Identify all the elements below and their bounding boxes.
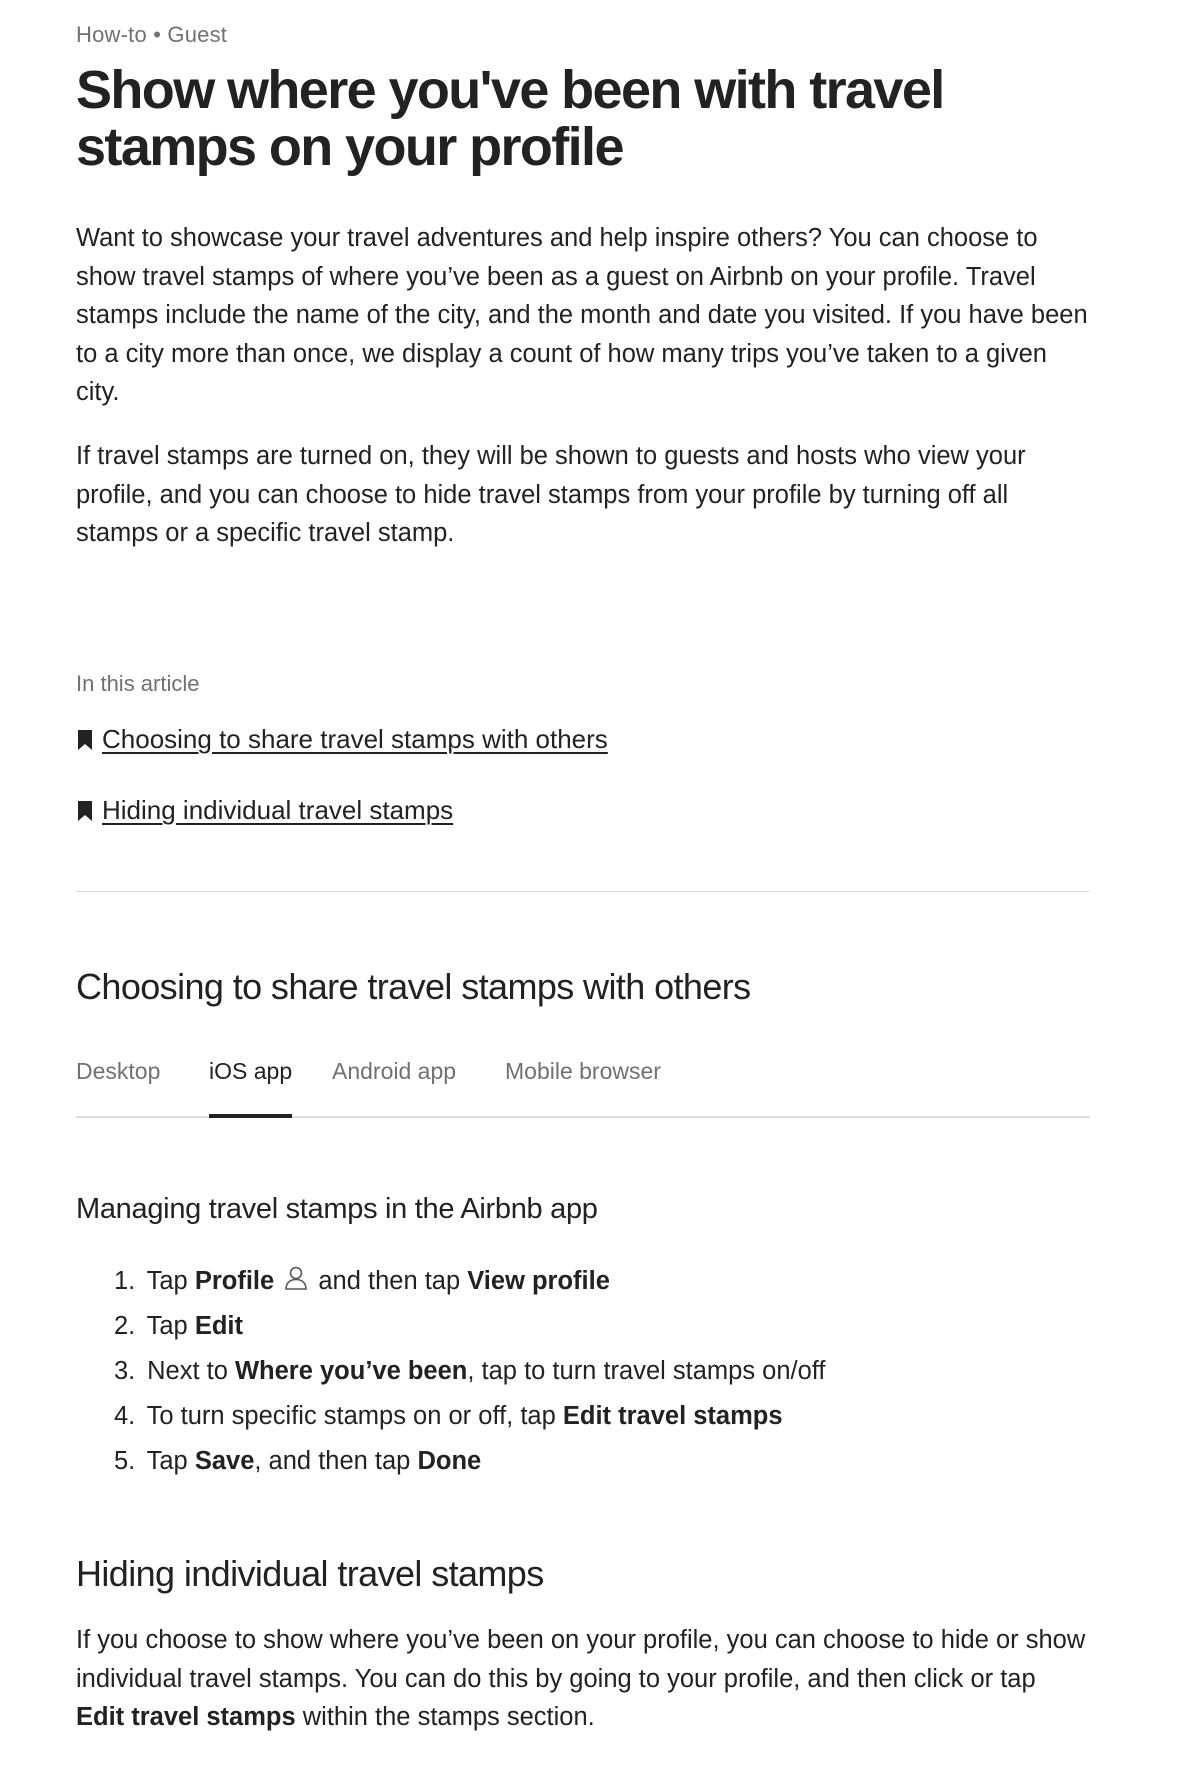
step-text: Tap [146, 1267, 195, 1295]
paragraph-bold: Edit travel stamps [76, 1703, 296, 1731]
step-bold: Save [194, 1447, 255, 1475]
step-number: 5. [114, 1447, 136, 1475]
step-number: 4. [114, 1402, 136, 1430]
toc-link-label: Choosing to share travel stamps with others [102, 724, 608, 754]
section-heading-choosing: Choosing to share travel stamps with others [76, 966, 751, 1007]
list-item [114, 1349, 826, 1394]
step-bold: Where you’ve been [234, 1357, 468, 1385]
tab-mobile-browser[interactable]: Mobile browser [505, 1058, 661, 1084]
step-text: Tap [146, 1447, 195, 1475]
step-bold: Edit travel stamps [562, 1402, 783, 1430]
step-number: 3. [114, 1357, 136, 1385]
tab-android-app[interactable]: Android app [332, 1058, 457, 1084]
step-text: Next to [147, 1357, 235, 1385]
list-item [114, 1304, 826, 1349]
step-bold: View profile [467, 1267, 610, 1295]
subsection-heading: Managing travel stamps in the Airbnb app [76, 1193, 598, 1225]
list-item [114, 1394, 826, 1439]
toc-link-label: Hiding individual travel stamps [102, 795, 454, 825]
intro-paragraph-2: If travel stamps are turned on, they will be shown to guests and hosts who view your profile, and you can choose to hide travel stamps from your profile by turning off all stamps or a specific travel stamp. [76, 442, 1026, 547]
hiding-paragraph [76, 1621, 1090, 1737]
step-bold: Profile [194, 1267, 275, 1295]
list-item [114, 1439, 826, 1484]
steps-list [114, 1259, 826, 1484]
toc-link-choosing-to-share[interactable] [76, 724, 608, 755]
section-divider [76, 891, 1090, 892]
step-text: , and then tap [254, 1447, 418, 1475]
bookmark-icon [76, 800, 94, 822]
list-item [114, 1259, 826, 1304]
step-bold: Edit [194, 1312, 243, 1340]
step-number: 2. [114, 1312, 136, 1340]
step-text: To turn specific stamps on or off, tap [146, 1402, 563, 1430]
step-text: , tap to turn travel stamps on/off [467, 1357, 826, 1385]
page-title: Show where you've been with travel stamps on your profile [76, 60, 944, 177]
tab-ios-app[interactable]: iOS app [209, 1058, 292, 1116]
bookmark-icon [76, 729, 94, 751]
breadcrumb: How-to • Guest [76, 22, 228, 47]
step-number: 1. [114, 1267, 136, 1295]
paragraph-text: If you choose to show where you’ve been on your profile, you can choose to hide or show individual travel stamps. You can do this by going to your profile, and then click or tap [76, 1626, 1086, 1693]
toc-label: In this article [76, 671, 200, 696]
toc-link-hiding-stamps[interactable] [76, 795, 453, 826]
paragraph-text: within the stamps section. [295, 1703, 595, 1731]
person-icon [283, 1265, 309, 1291]
step-bold: Done [417, 1447, 482, 1475]
platform-tabs [76, 1058, 1090, 1118]
intro-paragraph-1: Want to showcase your travel adventures and help inspire others? You can choose to show travel stamps of where you’ve been as a guest on Airbnb on your profile. Travel stamps include the name of the city, and the month and date you visited. If you have been to a city more than once, we display a count of how many trips you’ve taken to a given city. [76, 224, 1088, 406]
tab-desktop[interactable]: Desktop [76, 1058, 161, 1084]
section-heading-hiding: Hiding individual travel stamps [76, 1553, 544, 1594]
step-text: Tap [146, 1312, 195, 1340]
step-text: and then tap [311, 1267, 468, 1295]
